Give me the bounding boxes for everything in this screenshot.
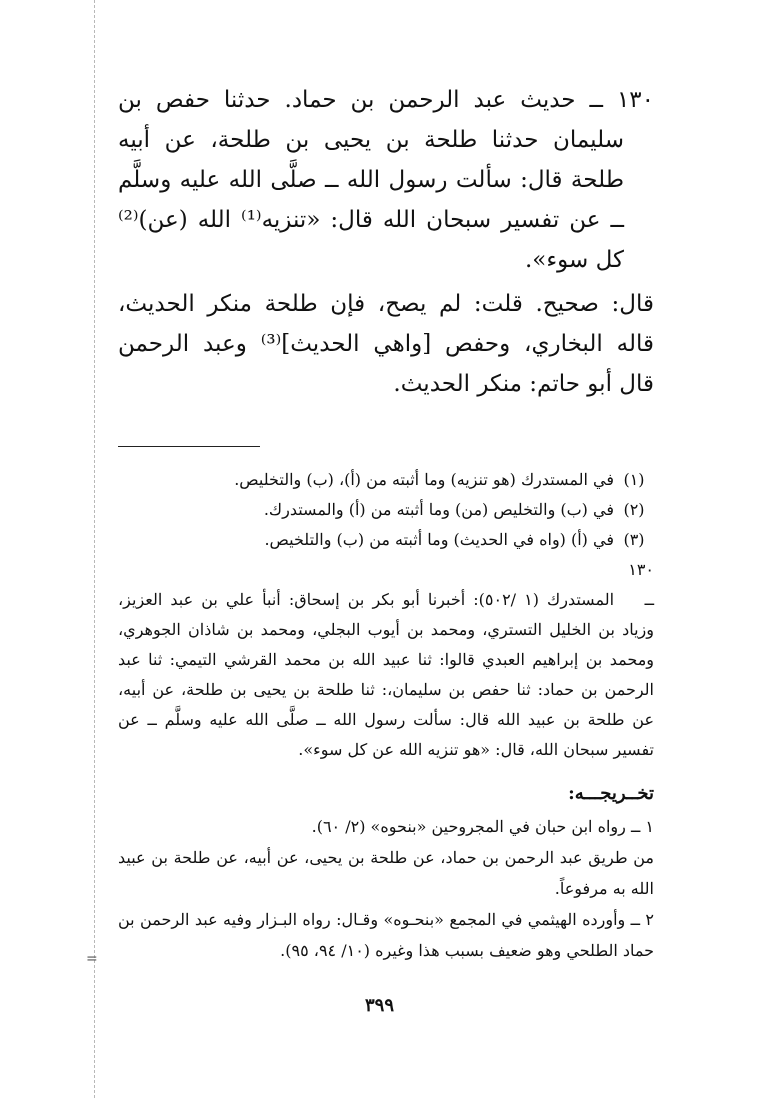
hadith-note-text: المستدرك (١ /٥٠٢): أخبرنا أبو بكر بن إسحاق: أنبأ علي بن عبد العزيز، وزياد بن الخليل التستري، ومحمد بن أيوب البجلي، ومحمد بن شاذان الجوهري، ومحمد بن إبراهيم العبدي قالوا: ثنا عبيد الله بن محمد القرشي التيمي: ثنا عبد الرحمن بن حماد: ثنا حفص بن سليمان،: ثنا طلحة بن يحيى بن طلحة، عن أبيه، عن طلحة بن عبيد الله قال: سألت رسول الله ــ صلَّى الله عليه وسلَّم ــ عن تفسير سبحان الله، قال: «هو تنزيه الله عن كل سوء». [118,590,655,759]
footnote-number: (٣) [623,530,645,549]
hadith-text: ١٣٠ ــ حديث عبد الرحمن بن حماد. حدثنا حفص بن سليمان حدثنا طلحة بن يحيى بن طلحة، عن أبيه طلحة قال: سألت رسول الله ــ صلَّى الله عليه وسلَّم ــ عن تفسير سبحان الله قال: «تنزيه⁽¹⁾ الله (عن)⁽²⁾ كل سوء». [118,87,654,273]
main-text [118,80,654,404]
footnote-text: في (أ) (واه في الحديث) وما أثبته من (ب) والتلخيص. [264,530,614,549]
takhrij-heading: تخــريجـــه: [568,783,654,804]
footnote-separator [118,446,260,447]
takhrij-item: من طريق عبد الرحمن بن حماد، عن طلحة بن يحيى، عن أبيه، عن طلحة بن عبيد الله به مرفوعاً. [118,848,654,898]
footnote-number: (١) [623,470,645,489]
footnote-3 [118,525,654,555]
footnote-text: في (ب) والتخليص (من) وما أثبته من (أ) والمستدرك. [263,500,614,519]
margin-mark: = [86,951,98,967]
takhrij-list [118,811,654,966]
takhrij-item: ١ ــ رواه ابن حبان في المجروحين «بنحوه» (٢/ ٦٠). [311,817,654,836]
footnote-2 [118,495,654,525]
binding-margin-line [94,0,96,1098]
hadith-comment: قال: صحيح. قلت: لم يصح، فإن طلحة منكر الحديث، قاله البخاري، وحفص [واهي الحديث]⁽³⁾ وعبد الرحمن قال أبو حاتم: منكر الحديث. [118,291,654,397]
page-number: ٣٩٩ [364,995,394,1016]
footnote-text: في المستدرك (هو تنزيه) وما أثبته من (أ)، (ب) والتخليص. [234,470,614,489]
footnote-1 [118,465,654,495]
footnote-number: (٢) [623,500,645,519]
footnotes [118,465,654,555]
hadith-source-note [118,555,654,765]
takhrij-item: ٢ ــ وأورده الهيثمي في المجمع «بنحـوه» وقـال: رواه البـزار وفيه عبد الرحمن بن حماد الطلحي وهو ضعيف بسبب هذا وغيره (١٠/ ٩٤، ٩٥). [118,910,654,960]
hadith-note-number: ١٣٠ ــ [628,560,655,609]
page-body [118,80,654,966]
